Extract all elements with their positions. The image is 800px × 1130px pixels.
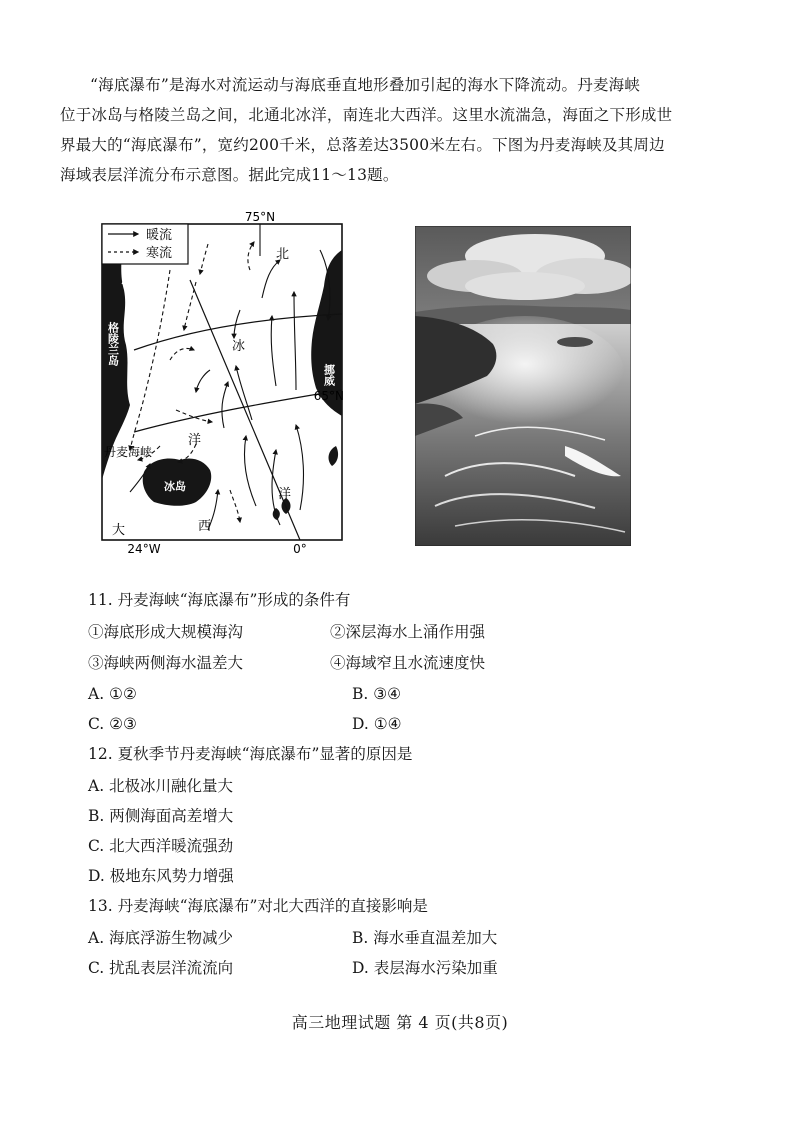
ocean-current-map: [100, 210, 346, 555]
legend-warm-label: 暖流: [146, 228, 173, 243]
lon-0-label: 0°: [293, 542, 307, 555]
q11-choice-a: A. ①②: [88, 685, 137, 703]
q12-choice-d: D. 极地东风势力增强: [88, 867, 234, 885]
passage-line-4: 海域表层洋流分布示意图。据此完成11～13题。: [60, 166, 399, 184]
q11-statement-1: ①海底形成大规模海沟: [88, 623, 244, 641]
ocean-yang2-label: 洋: [278, 487, 292, 502]
iceland-label: 冰岛: [164, 480, 186, 493]
question-11-stem: 11. 丹麦海峡“海底瀑布”形成的条件有: [88, 591, 351, 609]
passage-line-1: “海底瀑布”是海水对流运动与海底垂直地形叠加引起的海水下降流动。丹麦海峡: [90, 76, 641, 94]
strait-label: 丹麦海峡: [104, 445, 153, 459]
ocean-da-label: 大: [112, 523, 126, 538]
q11-choice-c: C. ②③: [88, 715, 137, 733]
ocean-xi-label: 西: [198, 519, 212, 534]
legend-cold-label: 寒流: [146, 246, 173, 261]
ocean-yang1-label: 洋: [188, 433, 202, 448]
q11-choice-b: B. ③④: [352, 685, 402, 703]
norway-label: 挪威: [322, 364, 336, 386]
q12-choice-a: A. 北极冰川融化量大: [88, 777, 234, 795]
q13-choice-c: C. 扰乱表层洋流流向: [88, 959, 234, 977]
lat-65-label: 65°N: [313, 389, 344, 403]
q11-choice-d: D. ①④: [352, 715, 402, 733]
passage-line-2: 位于冰岛与格陵兰岛之间，北通北冰洋，南连北大西洋。这里水流湍急，海面之下形成世: [60, 106, 673, 124]
lat-75-label: 75°N: [244, 210, 276, 224]
question-12-stem: 12. 夏秋季节丹麦海峡“海底瀑布”显著的原因是: [88, 745, 413, 763]
question-13-stem: 13. 丹麦海峡“海底瀑布”对北大西洋的直接影响是: [88, 897, 428, 915]
passage-line-3: 界最大的“海底瀑布”，宽约200千米，总落差达3500米左右。下图为丹麦海峡及其周边: [60, 136, 665, 154]
passage: [60, 70, 675, 190]
ocean-bei-label: 北: [276, 247, 290, 262]
q12-choice-c: C. 北大西洋暖流强劲: [88, 837, 234, 855]
q11-statement-2: ②深层海水上涌作用强: [330, 623, 486, 641]
q13-choice-d: D. 表层海水污染加重: [352, 959, 498, 977]
q13-choice-a: A. 海底浮游生物减少: [88, 929, 234, 947]
q13-choice-b: B. 海水垂直温差加大: [352, 929, 498, 947]
underwater-waterfall-photo: [415, 226, 631, 546]
greenland-label: 格陵兰岛: [106, 322, 120, 366]
ocean-bing-label: 冰: [232, 339, 246, 354]
q11-statement-3: ③海峡两侧海水温差大: [88, 654, 244, 672]
lon-24w-label: 24°W: [127, 542, 161, 555]
q11-statement-4: ④海域窄且水流速度快: [330, 654, 486, 672]
page-footer: 高三地理试题 第 4 页(共8页): [291, 1013, 509, 1032]
q12-choice-b: B. 两侧海面高差增大: [88, 807, 234, 825]
